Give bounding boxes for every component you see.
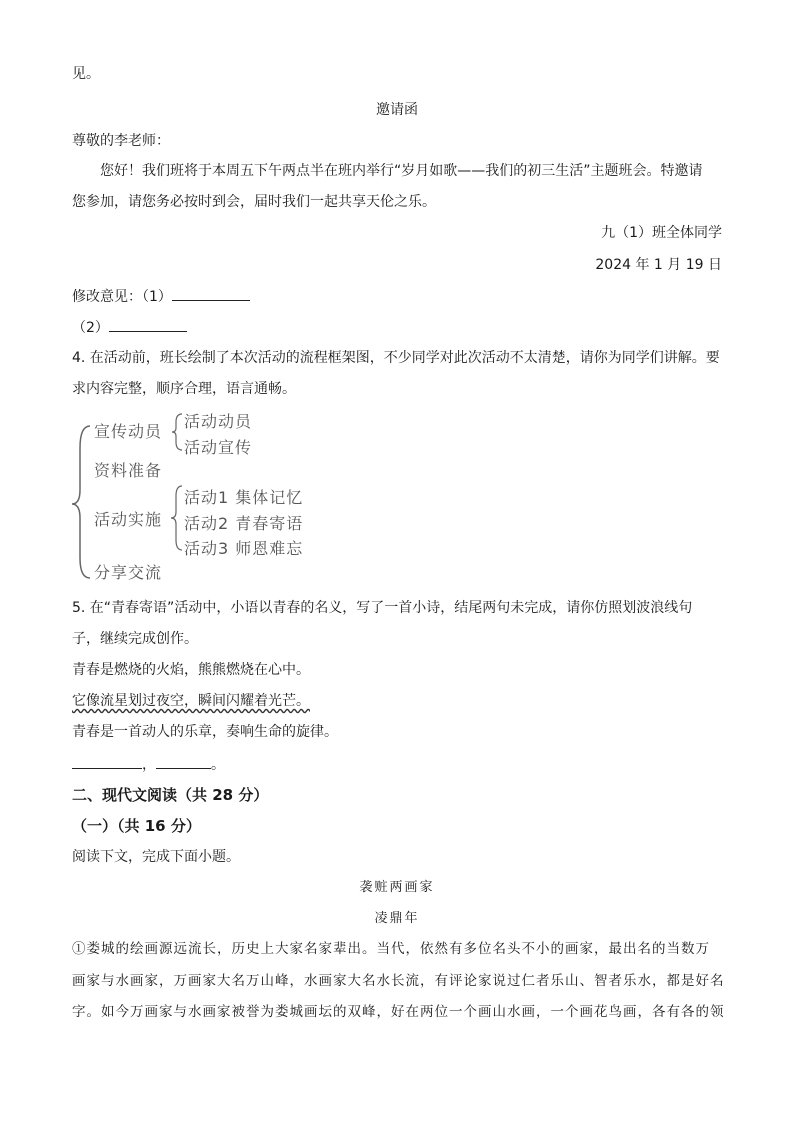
passage-line1: ①娄城的绘画源远流长，历史上大家名家辈出。当代，依然有多位名头不小的画家，最出名的当数万 (72, 941, 710, 957)
section2-instruction: 阅读下文，完成下面小题。 (72, 849, 240, 865)
diagram-stage-implementation: 活动实施 (94, 510, 163, 529)
poem-line2 (72, 691, 310, 711)
invitation-title: 邀请函 (376, 102, 418, 118)
section2-heading: 二、现代文阅读（共 28 分） (72, 786, 269, 804)
passage-author: 凌鼎年 (374, 911, 420, 926)
revision-label-1: 修改意见：（1） (72, 289, 172, 305)
diagram-item-activity1: 活动1 集体记忆 (184, 488, 304, 507)
top-fragment: 见。 (72, 66, 100, 82)
invitation-greeting: 尊敬的李老师： (72, 133, 170, 149)
diagram-stage-materials: 资料准备 (94, 461, 163, 480)
q5-line1: 5. 在“青春寄语”活动中，小语以青春的名义，写了一首小诗，结尾两句未完成，请你仿照划波浪线句 (72, 600, 693, 616)
poem-blank-2[interactable] (156, 754, 211, 769)
diagram-item-mobilization: 活动动员 (184, 412, 253, 431)
poem-line2-wavy: 它像流星划过夜空，瞬间闪耀着光芒。 (72, 693, 310, 709)
invitation-body-line1: 您好！我们班将于本周五下午两点半在班内举行“岁月如歌——我们的初三生活”主题班会。特邀请 (100, 163, 703, 179)
diagram-item-activity2: 活动2 青春寄语 (184, 514, 304, 533)
poem-line1: 青春是燃烧的火焰，熊熊燃烧在心中。 (72, 662, 310, 678)
q4-line1: 4. 在活动前，班长绘制了本次活动的流程框架图，不少同学对此次活动不太清楚，请你为同学们讲解。要 (72, 350, 720, 366)
revision-label-2: （2） (72, 320, 109, 336)
diagram-item-activity3: 活动3 师恩难忘 (184, 539, 304, 558)
revision-blank-2[interactable] (109, 317, 187, 332)
passage-line2: 画家与水画家，万画家大名万山峰，水画家大名水长流，有评论家说过仁者乐山、智者乐水，都是好名 (72, 973, 725, 989)
invitation-body-line2: 您参加，请您务必按时到会，届时我们一起共享天伦之乐。 (72, 194, 436, 210)
passage-title: 袭赃两画家 (359, 880, 435, 895)
revision-blank-1[interactable] (172, 286, 250, 301)
flow-diagram (72, 408, 332, 588)
poem-line3: 青春是一首动人的乐章，奏响生命的旋律。 (72, 724, 338, 740)
invitation-signature: 九（1）班全体同学 (601, 225, 722, 241)
revision-1 (72, 286, 250, 307)
diagram-stage-sharing: 分享交流 (94, 563, 163, 582)
passage-line3: 字。如今万画家与水画家被誉为娄城画坛的双峰，好在两位一个画山水画，一个画花鸟画，各有各的领 (72, 1004, 725, 1020)
poem-blank-end: 。 (211, 757, 225, 773)
q5-line2: 子，继续完成创作。 (72, 631, 198, 647)
diagram-item-publicity: 活动宣传 (184, 438, 253, 457)
section2-sub: （一）（共 16 分） (72, 817, 201, 835)
poem-blank-1[interactable] (72, 754, 142, 769)
invitation-date: 2024 年 1 月 19 日 (595, 257, 722, 273)
q4-line2: 求内容完整，顺序合理，语言通畅。 (72, 381, 296, 397)
poem-blank-sep: ， (142, 757, 156, 773)
diagram-stage-promotion: 宣传动员 (94, 422, 163, 441)
revision-2 (72, 317, 187, 338)
poem-blanks (72, 754, 225, 775)
